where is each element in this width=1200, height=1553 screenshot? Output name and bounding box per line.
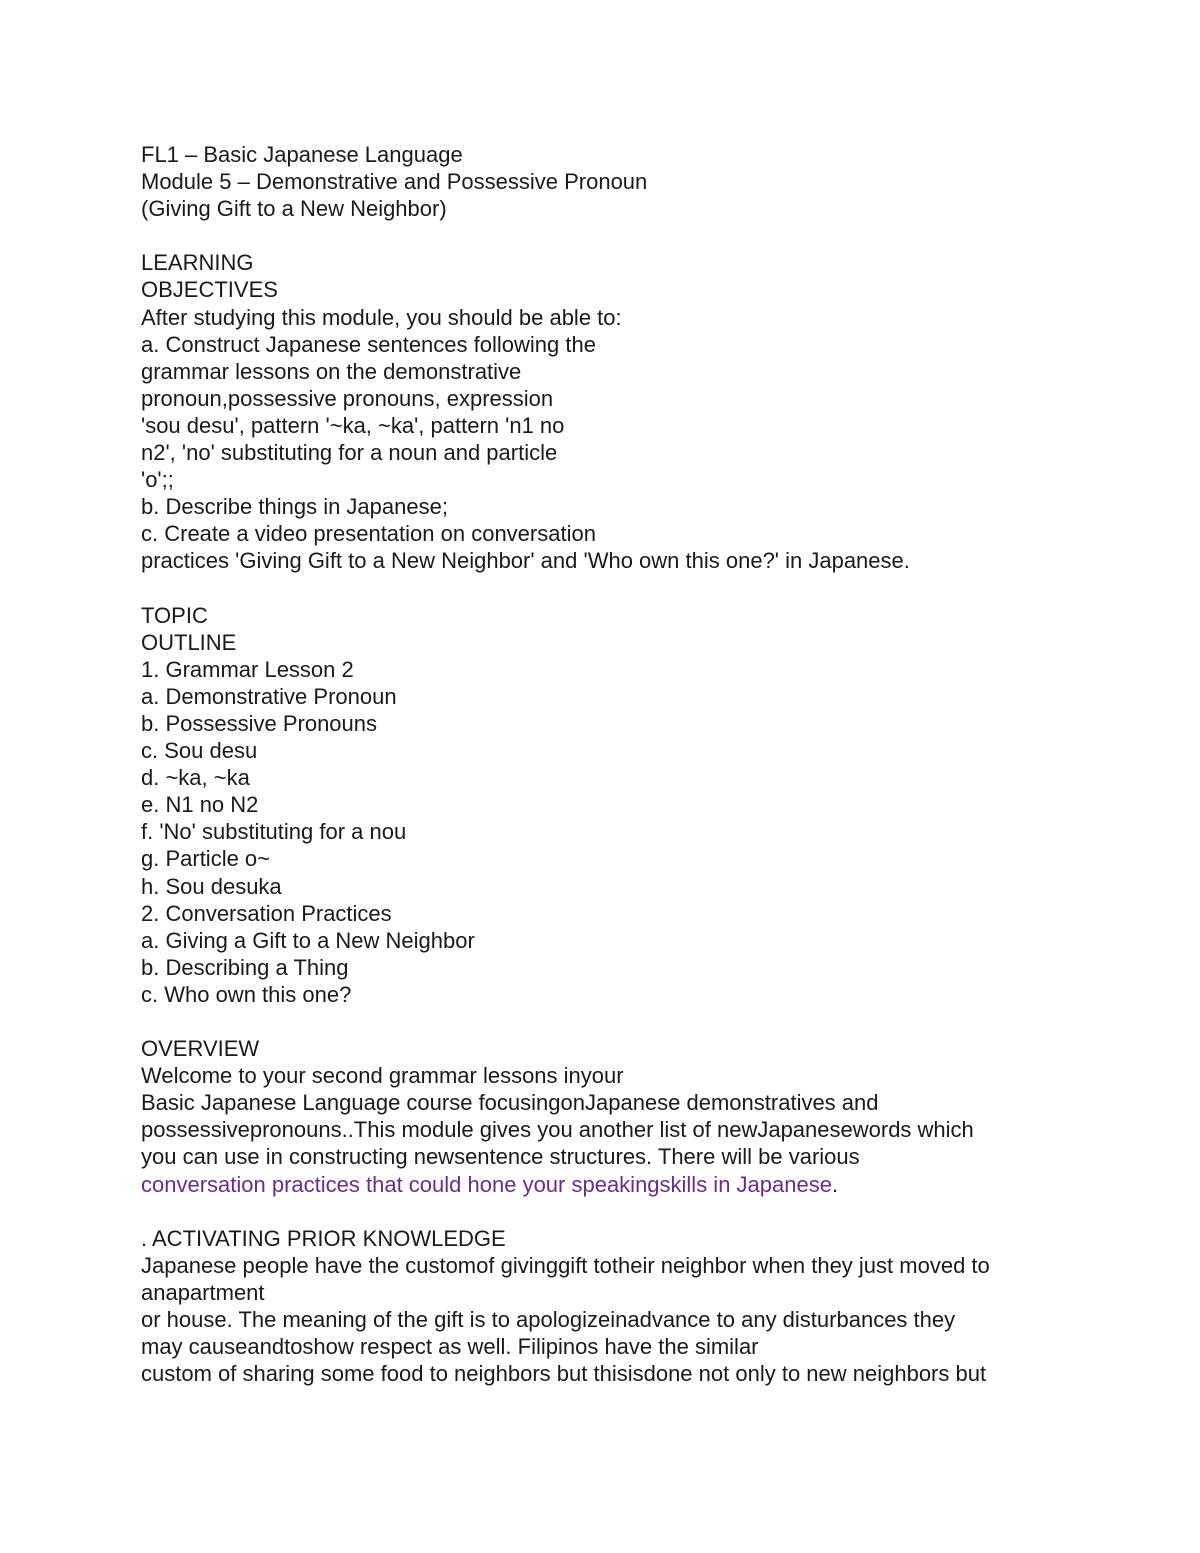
objectives-line: b. Describe things in Japanese; [141, 494, 448, 520]
outline-item: 1. Grammar Lesson 2 [141, 656, 354, 682]
objectives-heading-2: OBJECTIVES [141, 277, 278, 303]
overview-accent-text: conversation practices that could hone your speakingskills in Japanese [141, 1171, 832, 1197]
outline-item: e. N1 no N2 [141, 792, 259, 818]
outline-item: a. Demonstrative Pronoun [141, 683, 397, 709]
outline-item: b. Describing a Thing [141, 954, 349, 980]
outline-item: d. ~ka, ~ka [141, 765, 250, 791]
module-subtitle: (Giving Gift to a New Neighbor) [141, 196, 447, 222]
outline-item: g. Particle o~ [141, 846, 271, 872]
overview-line: Basic Japanese Language course focusingonJapanese demonstratives and [141, 1090, 879, 1116]
course-title: FL1 – Basic Japanese Language [141, 142, 463, 167]
objectives-line: After studying this module, you should be able to: [141, 304, 622, 330]
spacer [141, 575, 1141, 602]
spacer [141, 1008, 1141, 1035]
spacer [141, 222, 1141, 249]
objectives-line: 'sou desu', pattern '~ka, ~ka', pattern 'n1 no [141, 412, 565, 438]
document-page [141, 141, 1141, 1387]
module-title: Module 5 – Demonstrative and Possessive Pronoun [141, 169, 648, 195]
objectives-line: practices 'Giving Gift to a New Neighbor' and 'Who own this one?' in Japanese. [141, 548, 910, 574]
overview-line: possessivepronouns..This module gives you another list of newJapanesewords which [141, 1117, 974, 1143]
prior-knowledge-heading: . ACTIVATING PRIOR KNOWLEDGE [141, 1225, 506, 1251]
outline-item: a. Giving a Gift to a New Neighbor [141, 927, 475, 953]
overview-heading: OVERVIEW [141, 1036, 260, 1062]
outline-item: c. Who own this one? [141, 981, 352, 1007]
overview-line: Welcome to your second grammar lessons inyour [141, 1063, 624, 1089]
prior-knowledge-line: may causeandtoshow respect as well. Filipinos have the similar [141, 1334, 759, 1360]
objectives-line: grammar lessons on the demonstrative [141, 358, 522, 384]
overview-line: you can use in constructing newsentence structures. There will be various [141, 1144, 860, 1170]
outline-item: c. Sou desu [141, 738, 258, 764]
outline-heading-1: TOPIC [141, 602, 208, 628]
prior-knowledge-line: Japanese people have the customof givinggift totheir neighbor when they just moved to [141, 1252, 990, 1278]
objectives-line: pronoun,possessive pronouns, expression [141, 385, 554, 411]
spacer [141, 1198, 1141, 1225]
objectives-line: c. Create a video presentation on conversation [141, 521, 596, 547]
objectives-line: a. Construct Japanese sentences following the [141, 331, 596, 357]
outline-heading-2: OUTLINE [141, 629, 237, 655]
outline-item: b. Possessive Pronouns [141, 710, 378, 736]
prior-knowledge-line: or house. The meaning of the gift is to apologizeinadvance to any disturbances they [141, 1307, 956, 1333]
objectives-line: 'o';; [141, 467, 174, 493]
prior-knowledge-line: custom of sharing some food to neighbors but thisisdone not only to new neighbors but [141, 1361, 987, 1387]
outline-item: f. 'No' substituting for a nou [141, 819, 407, 845]
objectives-line: n2', 'no' substituting for a noun and particle [141, 440, 558, 466]
overview-accent-period: . [831, 1171, 839, 1197]
outline-item: 2. Conversation Practices [141, 900, 392, 926]
objectives-heading-1: LEARNING [141, 250, 254, 276]
outline-item: h. Sou desuka [141, 873, 282, 899]
overview-accent-line [141, 1171, 1141, 1198]
prior-knowledge-line: anapartment [141, 1279, 265, 1305]
